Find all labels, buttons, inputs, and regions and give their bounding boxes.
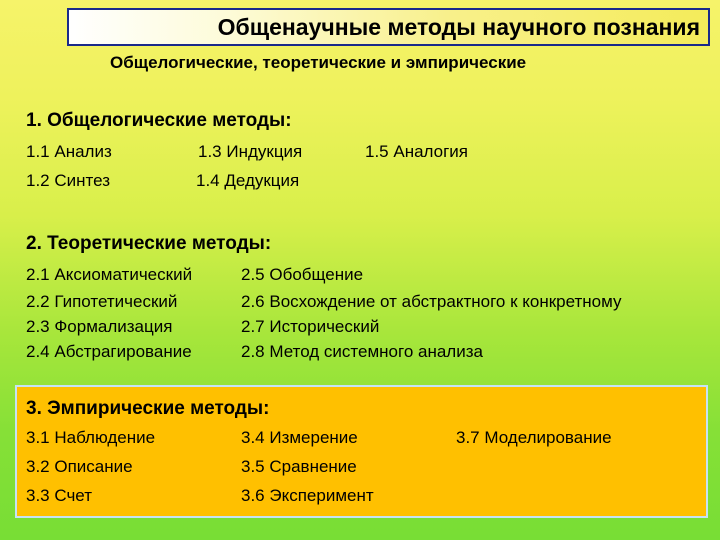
- method-item: 3.2 Описание: [26, 457, 133, 476]
- title-box: [67, 8, 710, 46]
- method-item: 3.4 Измерение: [241, 428, 358, 447]
- method-item: 3.1 Наблюдение: [26, 428, 156, 447]
- method-item: 2.5 Обобщение: [241, 265, 364, 284]
- section-heading-general-logical: 1. Общелогические методы:: [26, 110, 292, 131]
- method-item: 2.6 Восхождение от абстрактного к конкретному: [241, 292, 622, 311]
- method-item: 3.6 Эксперимент: [241, 486, 374, 505]
- method-item: 3.5 Сравнение: [241, 457, 357, 476]
- method-item: 1.4 Дедукция: [196, 171, 300, 190]
- method-item: 3.7 Моделирование: [456, 428, 612, 447]
- method-item: 2.3 Формализация: [26, 317, 173, 336]
- section-heading-empirical: 3. Эмпирические методы:: [26, 398, 270, 419]
- page-subtitle: Общелогические, теоретические и эмпирические: [110, 53, 527, 72]
- method-item: 2.4 Абстрагирование: [26, 342, 192, 361]
- method-item: 2.1 Аксиоматический: [26, 265, 193, 284]
- method-item: 1.3 Индукция: [198, 142, 303, 161]
- page-title: Общенаучные методы научного познания: [217, 13, 700, 40]
- method-item: 2.2 Гипотетический: [26, 292, 178, 311]
- method-item: 3.3 Счет: [26, 486, 92, 505]
- method-item: 2.8 Метод системного анализа: [241, 342, 483, 361]
- method-item: 1.2 Синтез: [26, 171, 110, 190]
- method-item: 1.5 Аналогия: [365, 142, 469, 161]
- method-item: 1.1 Анализ: [26, 142, 112, 161]
- section-heading-theoretical: 2. Теоретические методы:: [26, 233, 272, 254]
- method-item: 2.7 Исторический: [241, 317, 380, 336]
